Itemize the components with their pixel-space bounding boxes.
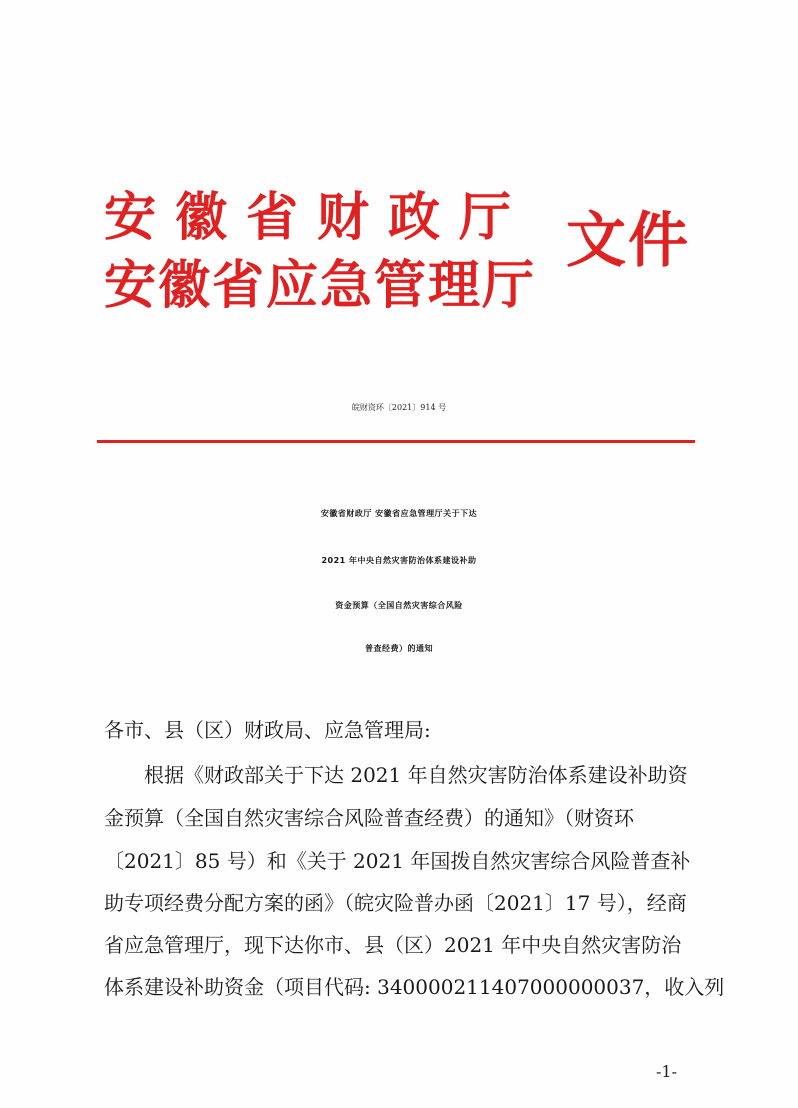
body-line: 体系建设补助资金（项目代码: 340000211407000000037，收入列: [104, 975, 725, 999]
salutation: 各市、县（区）财政局、应急管理局:: [104, 718, 431, 742]
document-number: 皖财资环〔2021〕914 号: [351, 403, 447, 412]
body-line: 助专项经费分配方案的函》（皖灾险普办函〔2021〕17 号），经商: [104, 891, 687, 915]
header-divider: [97, 440, 695, 443]
page-number: -1-: [656, 1062, 677, 1081]
body-line: 根据《财政部关于下达 2021 年自然灾害防治体系建设补助资: [144, 763, 688, 787]
issuer-name-emergency: 安徽省应急管理厅: [104, 255, 537, 316]
title-line: 资金预算（全国自然灾害综合风险: [335, 601, 463, 610]
title-line: 安徽省财政厅 安徽省应急管理厅关于下达: [320, 509, 478, 518]
title-line: 普查经费）的通知: [365, 644, 433, 653]
body-line: 金预算（全国自然灾害综合风险普查经费）的通知》（财资环: [104, 806, 634, 830]
issuer-name-finance: 安徽省财政厅: [104, 187, 531, 248]
title-line: 2021 年中央自然灾害防治体系建设补助: [321, 556, 477, 565]
body-line: 省应急管理厅，现下达你市、县（区）2021 年中央自然灾害防治: [104, 933, 682, 957]
document-type-label: 文件: [566, 206, 690, 276]
body-line: 〔2021〕85 号）和《关于 2021 年国拨自然灾害综合风险普查补: [104, 849, 691, 873]
